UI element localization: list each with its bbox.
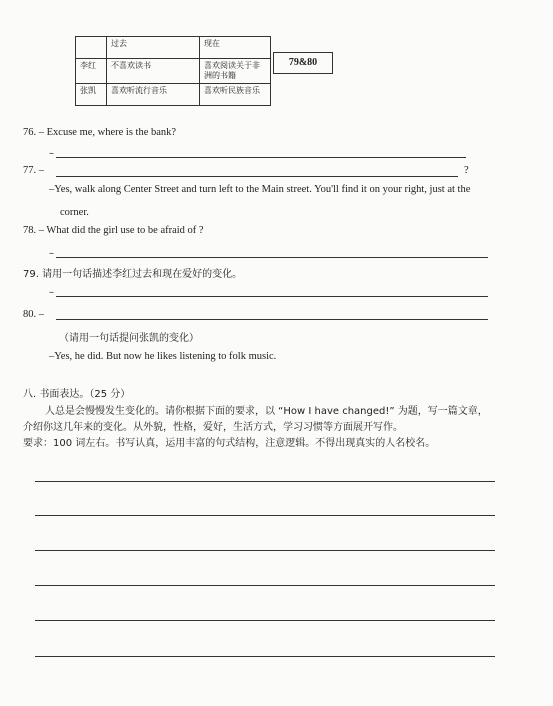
table-cell: 喜欢听流行音乐: [107, 84, 200, 106]
question-tag: 79&80: [273, 52, 333, 74]
table-cell: [76, 37, 107, 59]
table-cell: 不喜欢读书: [107, 59, 200, 84]
table-row: [76, 84, 271, 106]
answer-dash: –: [49, 148, 54, 159]
instruction-line-1: 人总是会慢慢发生变化的。请你根据下面的要求，以 “How I have changed!” 为题，写一篇文章，: [45, 406, 488, 417]
question-76: 76. – Excuse me, where is the bank?: [23, 127, 177, 138]
table-row: [76, 59, 271, 84]
table-cell: 李红: [76, 59, 107, 84]
question-mark: ?: [464, 165, 469, 176]
answer-line[interactable]: [56, 296, 488, 297]
writing-line[interactable]: [35, 515, 495, 516]
info-table: [75, 36, 271, 106]
answer-dash: –: [49, 287, 54, 298]
answer-line[interactable]: [56, 319, 488, 320]
writing-line[interactable]: [35, 656, 495, 657]
question-80: 80. –: [23, 309, 44, 320]
table-row: [76, 37, 271, 59]
table-cell: 喜欢听民族音乐: [200, 84, 271, 106]
answer-line[interactable]: [56, 157, 466, 158]
question-79: 79. 请用一句话描述李红过去和现在爱好的变化。: [23, 269, 243, 280]
answer-dash: –: [49, 248, 54, 259]
writing-line[interactable]: [35, 585, 495, 586]
question-80-hint: （请用一句话提问张凯的变化）: [59, 333, 199, 344]
answer-line[interactable]: [56, 257, 488, 258]
table-cell: 张凯: [76, 84, 107, 106]
answer-77-reply-cont: corner.: [60, 207, 89, 218]
table-cell: 现在: [200, 37, 271, 59]
section-title: 八. 书面表达。（25 分）: [23, 389, 131, 400]
question-78: 78. – What did the girl use to be afraid of ?: [23, 225, 204, 236]
table-cell: 喜欢阅读关于非洲的书籍: [200, 59, 271, 84]
writing-line[interactable]: [35, 550, 495, 551]
table-cell: 过去: [107, 37, 200, 59]
answer-80-reply: –Yes, he did. But now he likes listening to folk music.: [49, 351, 277, 362]
answer-77-reply: –Yes, walk along Center Street and turn left to the Main street. You'll find it on your right, just at the: [49, 184, 471, 195]
writing-line[interactable]: [35, 620, 495, 621]
instruction-line-3: 要求：100 词左右。书写认真，运用丰富的句式结构，注意逻辑。不得出现真实的人名校名。: [23, 438, 436, 449]
answer-line[interactable]: [56, 176, 458, 177]
question-77: 77. –: [23, 165, 44, 176]
instruction-line-2: 介绍你这几年来的变化。从外貌，性格，爱好，生活方式，学习习惯等方面展开写作。: [23, 422, 403, 433]
writing-line[interactable]: [35, 481, 495, 482]
